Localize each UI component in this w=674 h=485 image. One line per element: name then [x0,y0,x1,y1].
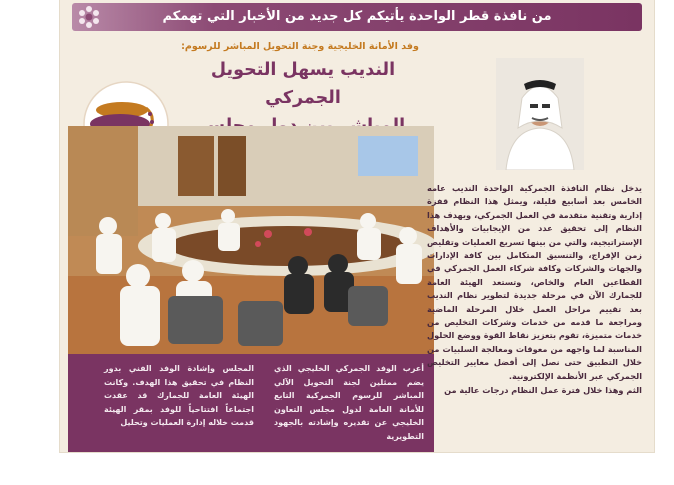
top-banner [72,3,642,31]
flower-ornament-icon [72,3,106,31]
banner-text: من نافذة قطر الواحدة يأتيكم كل جديد من الأخبار التي تهمكم [162,9,552,24]
headline-line-1: النديب يسهل التحويل الجمركي [210,60,396,108]
article-body-right [427,182,642,447]
meeting-photo [68,126,434,354]
right-paragraph-2: الثم وهذا خلال فترة عمل النظام درجات عالية من [444,385,642,396]
official-portrait [496,58,584,170]
newspaper-page [60,0,654,452]
bottom-column-right: أعرب الوفد الجمركي الخليجي الذي يضم ممثلين لجنة التحويل الآلي المباشر للرسوم الجمركية التابع للأمانة العامة لدول مجلس التعاون الخليجي عن تقديره وإشادته بالجهود التطويرية [274,364,424,441]
bottom-column-left: المجلس وإشادة الوفد الفني بدور النظام في تحقيق هذا الهدف. وكانت الهيئة العامة للجمارك قد عقدت اجتماعاً افتتاحياً للوفد بمقر الهيئة قدمت خلاله إدارة العمليات وتحليل [104,364,254,428]
article-kicker: وفد الأمانة الخليجية وجنة التحويل المباشر للرسوم: [181,41,419,52]
right-paragraph-1: يدخل نظام النافذة الجمركية الواحدة النديب عامه الخامس بعد أسابيع قليلة، ويمثل هذا النظام قفزة إدارية وتقنية متقدمة في العمل الجمركي، ويهدف هذا النظام إلى تحقيق عدد من الإيجابيات والأهداف الإستراتيجية، والتي من بينها تسريع العمليات وتقليص زمن الإفراج، والتنسيق المتكامل بين كافة الإدارات والجهات والشركات وكافة شركاء العمل الجمركي في القطاعين العام والخاص، وتستعد الهيئة العامة للجمارك الآن في مرحلة جديدة لتطوير نظام النديب بعد تقييم مراحل العمل خلال المرحلة الماضية ومراجعة ما قدمه من خدمات وشركات التخليص من خدمات متميزة، تقوم بتعزيز نقاط القوة ووضع الحلول المناسبة لما واجهه من معوقات ومعالجة السلبيات من خلال التطبيق حتى نصل إلى أفضل معايير التخليص الجمركي عبر الأنظمة الإلكترونية. [427,183,642,381]
article-body-bottom [68,354,434,452]
